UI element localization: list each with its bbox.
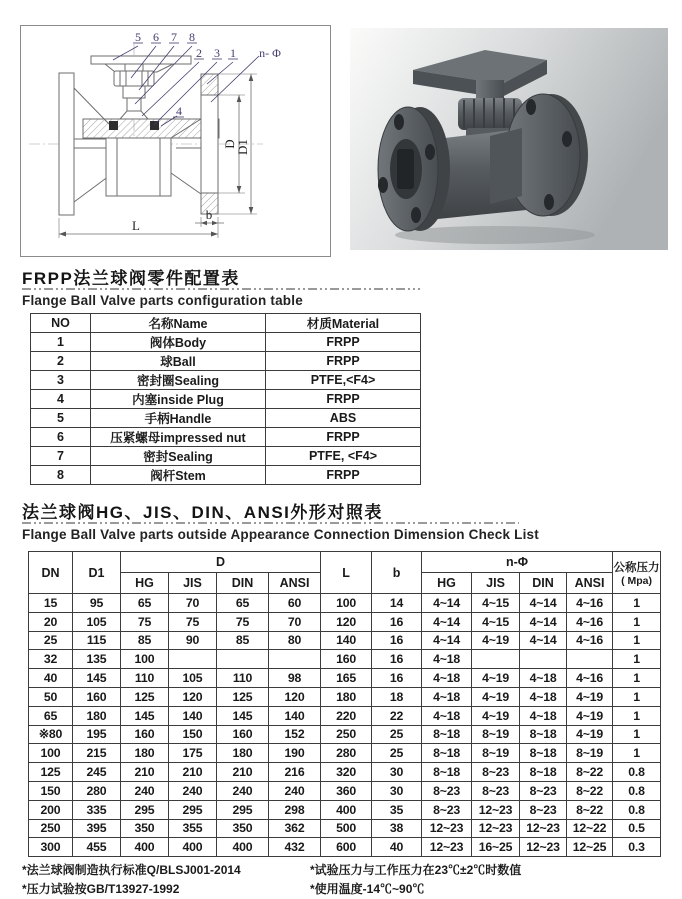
table-cell: 4~19 bbox=[472, 669, 520, 688]
table-cell: 1 bbox=[613, 594, 661, 613]
table-cell: 16 bbox=[372, 631, 422, 650]
table-cell: 100 bbox=[321, 594, 372, 613]
subcol-nphi-hg: HG bbox=[422, 573, 472, 594]
section1-title-en: Flange Ball Valve parts configuration table bbox=[22, 293, 303, 308]
table-cell: 38 bbox=[372, 819, 422, 838]
table-cell: 4~18 bbox=[422, 706, 472, 725]
table-cell: 4~14 bbox=[422, 631, 472, 650]
table-cell: 20 bbox=[29, 612, 73, 631]
table-cell: 8~18 bbox=[520, 763, 567, 782]
table-cell: 120 bbox=[269, 687, 321, 706]
table-cell: 175 bbox=[169, 744, 217, 763]
table-cell: 240 bbox=[121, 781, 169, 800]
table-cell: 12~23 bbox=[520, 819, 567, 838]
table-cell: PTFE, <F4> bbox=[266, 447, 421, 466]
table-cell: 160 bbox=[217, 725, 269, 744]
table-cell: 98 bbox=[269, 669, 321, 688]
table-cell: 4~14 bbox=[422, 594, 472, 613]
table-cell: 1 bbox=[31, 333, 91, 352]
table-cell: 8 bbox=[31, 466, 91, 485]
table-cell: 160 bbox=[73, 687, 121, 706]
table-cell: 50 bbox=[29, 687, 73, 706]
table-cell: 8~23 bbox=[422, 781, 472, 800]
table-row bbox=[29, 706, 661, 725]
table-cell: 220 bbox=[321, 706, 372, 725]
table-cell: 阀体Body bbox=[91, 333, 266, 352]
table-cell: 600 bbox=[321, 838, 372, 857]
table-cell: 8~19 bbox=[472, 744, 520, 763]
table-cell: 120 bbox=[169, 687, 217, 706]
table-cell: 4~14 bbox=[520, 612, 567, 631]
table-row bbox=[29, 744, 661, 763]
callout-1: 1 bbox=[230, 46, 236, 60]
table-row bbox=[29, 763, 661, 782]
table-cell: 335 bbox=[73, 800, 121, 819]
table-cell: 500 bbox=[321, 819, 372, 838]
table-cell: 4~18 bbox=[422, 669, 472, 688]
table-cell: 4~18 bbox=[422, 687, 472, 706]
table-cell: 125 bbox=[121, 687, 169, 706]
table-cell: 210 bbox=[217, 763, 269, 782]
table-cell: 75 bbox=[121, 612, 169, 631]
callout-5: 5 bbox=[135, 30, 141, 44]
table-cell: 140 bbox=[321, 631, 372, 650]
table-cell: 180 bbox=[321, 687, 372, 706]
table-header-row bbox=[31, 314, 421, 333]
table-row bbox=[31, 352, 421, 371]
table-cell: 70 bbox=[169, 594, 217, 613]
table-cell: 400 bbox=[169, 838, 217, 857]
table-cell: 12~23 bbox=[520, 838, 567, 857]
table-cell: 1 bbox=[613, 687, 661, 706]
table-cell: 16~25 bbox=[472, 838, 520, 857]
col-header-material: 材质Material bbox=[266, 314, 421, 333]
table-cell: 60 bbox=[269, 594, 321, 613]
table-cell: 12~23 bbox=[422, 838, 472, 857]
table-cell: 240 bbox=[269, 781, 321, 800]
table-cell: 12~23 bbox=[472, 819, 520, 838]
table-row bbox=[29, 838, 661, 857]
table-cell: 150 bbox=[29, 781, 73, 800]
table-cell: 8~18 bbox=[422, 763, 472, 782]
table-cell: 125 bbox=[29, 763, 73, 782]
table-cell: 8~18 bbox=[520, 744, 567, 763]
table-cell: 6 bbox=[31, 428, 91, 447]
table-cell: 8~22 bbox=[567, 763, 613, 782]
table-cell: 8~18 bbox=[520, 725, 567, 744]
table-cell: 8~23 bbox=[472, 781, 520, 800]
section1-title-zh: FRPP法兰球阀零件配置表 bbox=[22, 269, 240, 288]
dimension-check-list-table bbox=[28, 551, 661, 857]
table-cell: 4 bbox=[31, 390, 91, 409]
col-header-name: 名称Name bbox=[91, 314, 266, 333]
table-cell: 1 bbox=[613, 706, 661, 725]
valve-technical-drawing bbox=[20, 25, 331, 257]
table-cell: 1 bbox=[613, 725, 661, 744]
table-cell: 密封Sealing bbox=[91, 447, 266, 466]
table-cell: 400 bbox=[121, 838, 169, 857]
table-row bbox=[29, 612, 661, 631]
table-cell: 240 bbox=[169, 781, 217, 800]
table-cell: 内塞inside Plug bbox=[91, 390, 266, 409]
table-cell: 200 bbox=[29, 800, 73, 819]
table-cell: 15 bbox=[29, 594, 73, 613]
table-cell: 1 bbox=[613, 669, 661, 688]
table-cell: 400 bbox=[217, 838, 269, 857]
table-cell: 阀杆Stem bbox=[91, 466, 266, 485]
table-cell: 8~19 bbox=[472, 725, 520, 744]
table-cell bbox=[520, 650, 567, 669]
table-cell: 12~23 bbox=[422, 819, 472, 838]
table-cell: FRPP bbox=[266, 466, 421, 485]
table-cell: 4~14 bbox=[520, 631, 567, 650]
table-cell: 4~16 bbox=[567, 594, 613, 613]
table-cell: 180 bbox=[217, 744, 269, 763]
table-cell: 4~19 bbox=[567, 706, 613, 725]
table-cell: 145 bbox=[121, 706, 169, 725]
table-cell: 140 bbox=[169, 706, 217, 725]
table-cell: 400 bbox=[321, 800, 372, 819]
col-header-no: NO bbox=[31, 314, 91, 333]
table-cell: ※80 bbox=[29, 725, 73, 744]
table-cell: 150 bbox=[169, 725, 217, 744]
table-row bbox=[31, 390, 421, 409]
table-cell: 395 bbox=[73, 819, 121, 838]
table-cell: 4~18 bbox=[422, 650, 472, 669]
table-cell: 0.8 bbox=[613, 800, 661, 819]
table-cell: 145 bbox=[217, 706, 269, 725]
table-cell: 1 bbox=[613, 650, 661, 669]
table-row bbox=[31, 447, 421, 466]
table-cell bbox=[217, 650, 269, 669]
table-cell: 30 bbox=[372, 763, 422, 782]
table-cell: 350 bbox=[121, 819, 169, 838]
pressure-label-zh: 公称压力 bbox=[613, 561, 660, 574]
table-cell: 65 bbox=[121, 594, 169, 613]
callout-4: 4 bbox=[176, 104, 182, 118]
table-cell: 80 bbox=[269, 631, 321, 650]
table-cell: 25 bbox=[29, 631, 73, 650]
table-cell: 18 bbox=[372, 687, 422, 706]
table-cell: 105 bbox=[169, 669, 217, 688]
table-cell: 0.8 bbox=[613, 781, 661, 800]
dim-label-D: D bbox=[222, 139, 237, 149]
table-cell: 210 bbox=[169, 763, 217, 782]
table-cell: 4~14 bbox=[520, 594, 567, 613]
callout-3: 3 bbox=[214, 46, 220, 60]
table-cell: 125 bbox=[217, 687, 269, 706]
table-cell: 4~15 bbox=[472, 594, 520, 613]
table-cell: FRPP bbox=[266, 333, 421, 352]
col-header-b: b bbox=[372, 552, 422, 594]
subcol-nphi-ansi: ANSI bbox=[567, 573, 613, 594]
table-row bbox=[31, 371, 421, 390]
table-cell: 300 bbox=[29, 838, 73, 857]
footnote-pressure-test: *压力试验按GB/T13927-1992 bbox=[22, 882, 180, 896]
table-cell: 4~19 bbox=[567, 725, 613, 744]
callout-2: 2 bbox=[196, 46, 202, 60]
table-row bbox=[29, 687, 661, 706]
table-cell: 70 bbox=[269, 612, 321, 631]
section2-title-zh: 法兰球阀HG、JIS、DIN、ANSI外形对照表 bbox=[22, 503, 383, 522]
dim-label-L: L bbox=[132, 218, 140, 233]
table-cell: 298 bbox=[269, 800, 321, 819]
table-cell: 250 bbox=[29, 819, 73, 838]
table-row bbox=[31, 466, 421, 485]
table-cell: 295 bbox=[121, 800, 169, 819]
table-cell: 4~14 bbox=[422, 612, 472, 631]
table-cell: 4~19 bbox=[472, 706, 520, 725]
dim-label-b: b bbox=[205, 207, 213, 222]
table-cell: 295 bbox=[217, 800, 269, 819]
subcol-nphi-jis: JIS bbox=[472, 573, 520, 594]
table-cell: 152 bbox=[269, 725, 321, 744]
table-cell: 320 bbox=[321, 763, 372, 782]
table-cell: 350 bbox=[217, 819, 269, 838]
callout-n-phi: n- Φ bbox=[259, 46, 281, 60]
callout-8: 8 bbox=[189, 30, 195, 44]
table-row bbox=[29, 650, 661, 669]
table-row bbox=[29, 781, 661, 800]
table-cell: 105 bbox=[73, 612, 121, 631]
table-cell: 25 bbox=[372, 725, 422, 744]
footnote-standard: *法兰球阀制造执行标准Q/BLSJ001-2014 bbox=[22, 863, 241, 877]
table-cell bbox=[472, 650, 520, 669]
table-cell: 3 bbox=[31, 371, 91, 390]
table-cell bbox=[169, 650, 217, 669]
table-cell: ABS bbox=[266, 409, 421, 428]
table-cell: 12~23 bbox=[472, 800, 520, 819]
col-group-d: D bbox=[121, 552, 321, 573]
table-cell: 32 bbox=[29, 650, 73, 669]
table-cell: 240 bbox=[217, 781, 269, 800]
col-group-n-phi: n-Φ bbox=[422, 552, 613, 573]
table-cell: 180 bbox=[73, 706, 121, 725]
subcol-d-jis: JIS bbox=[169, 573, 217, 594]
col-header-pressure bbox=[613, 552, 661, 594]
pressure-label-unit: ( Mpa) bbox=[621, 574, 652, 587]
table-cell: PTFE,<F4> bbox=[266, 371, 421, 390]
table-cell: 2 bbox=[31, 352, 91, 371]
table-row bbox=[29, 631, 661, 650]
table-cell: 75 bbox=[169, 612, 217, 631]
table-cell: 40 bbox=[29, 669, 73, 688]
table-row bbox=[29, 669, 661, 688]
table-cell: 8~23 bbox=[422, 800, 472, 819]
table-row bbox=[31, 428, 421, 447]
table-cell: 215 bbox=[73, 744, 121, 763]
subcol-d-hg: HG bbox=[121, 573, 169, 594]
table-cell: 165 bbox=[321, 669, 372, 688]
table-cell: 40 bbox=[372, 838, 422, 857]
table-cell: 8~22 bbox=[567, 781, 613, 800]
callout-7: 7 bbox=[171, 30, 177, 44]
table-cell: 140 bbox=[269, 706, 321, 725]
table-cell: 65 bbox=[29, 706, 73, 725]
table-cell: 360 bbox=[321, 781, 372, 800]
table-cell: 432 bbox=[269, 838, 321, 857]
table-cell: 8~18 bbox=[422, 725, 472, 744]
table-cell: 110 bbox=[121, 669, 169, 688]
valve-cross-section-diagram bbox=[21, 26, 330, 256]
table-cell: 12~25 bbox=[567, 838, 613, 857]
callout-6: 6 bbox=[153, 30, 159, 44]
table-cell: 4~19 bbox=[472, 631, 520, 650]
table-cell: 75 bbox=[217, 612, 269, 631]
table-cell bbox=[269, 650, 321, 669]
table-cell: 195 bbox=[73, 725, 121, 744]
table-cell: FRPP bbox=[266, 428, 421, 447]
table-cell: 16 bbox=[372, 612, 422, 631]
table-cell: 0.5 bbox=[613, 819, 661, 838]
table-row bbox=[29, 800, 661, 819]
table-cell: 250 bbox=[321, 725, 372, 744]
table-cell: 120 bbox=[321, 612, 372, 631]
table-cell: 8~23 bbox=[520, 781, 567, 800]
table-cell: 216 bbox=[269, 763, 321, 782]
table-cell: 1 bbox=[613, 612, 661, 631]
table-cell: 16 bbox=[372, 650, 422, 669]
table-cell: 25 bbox=[372, 744, 422, 763]
footnote-temperature: *使用温度-14℃~90℃ bbox=[310, 882, 425, 896]
table-cell: 455 bbox=[73, 838, 121, 857]
table-cell: 245 bbox=[73, 763, 121, 782]
table-row bbox=[31, 409, 421, 428]
table-cell: 95 bbox=[73, 594, 121, 613]
table-cell: 12~22 bbox=[567, 819, 613, 838]
table-cell: 90 bbox=[169, 631, 217, 650]
table-row bbox=[31, 333, 421, 352]
table-cell: 4~19 bbox=[472, 687, 520, 706]
table-cell: 16 bbox=[372, 669, 422, 688]
table-header-row-1 bbox=[29, 552, 661, 573]
table-cell: 135 bbox=[73, 650, 121, 669]
table-cell: 362 bbox=[269, 819, 321, 838]
table-cell: 4~18 bbox=[520, 706, 567, 725]
table-cell: 280 bbox=[321, 744, 372, 763]
table-cell: 210 bbox=[121, 763, 169, 782]
table-cell: 4~16 bbox=[567, 612, 613, 631]
table-cell: 4~18 bbox=[520, 687, 567, 706]
table-row bbox=[29, 594, 661, 613]
table-cell: 8~23 bbox=[472, 763, 520, 782]
table-cell: 1 bbox=[613, 631, 661, 650]
table-cell: 4~15 bbox=[472, 612, 520, 631]
table-cell: 0.3 bbox=[613, 838, 661, 857]
table-cell: 14 bbox=[372, 594, 422, 613]
table-cell bbox=[567, 650, 613, 669]
table-cell: 85 bbox=[217, 631, 269, 650]
table-cell: 8~18 bbox=[422, 744, 472, 763]
table-cell: FRPP bbox=[266, 390, 421, 409]
table-cell: 8~19 bbox=[567, 744, 613, 763]
parts-configuration-table bbox=[30, 313, 421, 485]
table-cell: 球Ball bbox=[91, 352, 266, 371]
section1-underline bbox=[22, 288, 420, 290]
section2-underline bbox=[22, 522, 519, 524]
footnote-test-pressure: *试验压力与工作压力在23℃±2℃时数值 bbox=[310, 863, 522, 877]
table-cell: 密封圈Sealing bbox=[91, 371, 266, 390]
col-header-l: L bbox=[321, 552, 372, 594]
table-cell: 65 bbox=[217, 594, 269, 613]
valve-product-photo bbox=[350, 28, 668, 250]
table-cell: 4~18 bbox=[520, 669, 567, 688]
table-cell: 4~19 bbox=[567, 687, 613, 706]
table-cell: 1 bbox=[613, 744, 661, 763]
table-cell: 压紧螺母impressed nut bbox=[91, 428, 266, 447]
table-cell: 5 bbox=[31, 409, 91, 428]
subcol-d-din: DIN bbox=[217, 573, 269, 594]
subcol-d-ansi: ANSI bbox=[269, 573, 321, 594]
table-cell: 8~23 bbox=[520, 800, 567, 819]
table-row bbox=[29, 725, 661, 744]
table-row bbox=[29, 819, 661, 838]
table-cell: 190 bbox=[269, 744, 321, 763]
table-cell: 180 bbox=[121, 744, 169, 763]
table-cell: 160 bbox=[121, 725, 169, 744]
table-cell: 30 bbox=[372, 781, 422, 800]
table-cell: 4~16 bbox=[567, 631, 613, 650]
table-cell: FRPP bbox=[266, 352, 421, 371]
dim-label-D1: D1 bbox=[235, 139, 250, 155]
table-cell: 手柄Handle bbox=[91, 409, 266, 428]
table-cell: 0.8 bbox=[613, 763, 661, 782]
table-cell: 100 bbox=[29, 744, 73, 763]
subcol-nphi-din: DIN bbox=[520, 573, 567, 594]
table-cell: 4~16 bbox=[567, 669, 613, 688]
table-cell: 355 bbox=[169, 819, 217, 838]
col-header-d1: D1 bbox=[73, 552, 121, 594]
table-cell: 160 bbox=[321, 650, 372, 669]
table-cell: 35 bbox=[372, 800, 422, 819]
table-cell: 85 bbox=[121, 631, 169, 650]
table-cell: 100 bbox=[121, 650, 169, 669]
table-cell: 280 bbox=[73, 781, 121, 800]
table-cell: 8~22 bbox=[567, 800, 613, 819]
section2-title-en: Flange Ball Valve parts outside Appearance Connection Dimension Check List bbox=[22, 527, 539, 542]
table-cell: 22 bbox=[372, 706, 422, 725]
table-cell: 295 bbox=[169, 800, 217, 819]
table-cell: 145 bbox=[73, 669, 121, 688]
table-cell: 7 bbox=[31, 447, 91, 466]
valve-photo-illustration bbox=[350, 28, 668, 250]
table-cell: 115 bbox=[73, 631, 121, 650]
table-cell: 110 bbox=[217, 669, 269, 688]
col-header-dn: DN bbox=[29, 552, 73, 594]
